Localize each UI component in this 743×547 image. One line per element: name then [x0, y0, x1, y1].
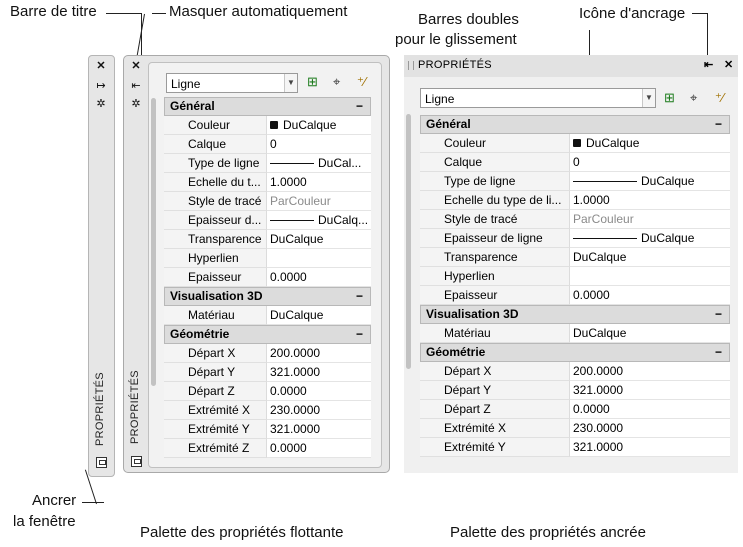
property-row[interactable]: [164, 192, 371, 211]
property-label: Départ X: [164, 344, 267, 363]
property-label: Hyperlien: [164, 249, 267, 268]
property-value-cell[interactable]: [570, 210, 730, 229]
property-row[interactable]: [164, 173, 371, 192]
property-row[interactable]: [164, 382, 371, 401]
section-title: Visualisation 3D: [426, 307, 519, 321]
property-value: 230.0000: [573, 421, 624, 435]
callout-title-bar: Barre de titre: [10, 3, 97, 20]
property-row[interactable]: [420, 134, 730, 153]
property-row[interactable]: [420, 172, 730, 191]
property-value-cell[interactable]: [570, 248, 730, 267]
linetype-preview: [270, 163, 314, 164]
property-label: Extrémité X: [420, 419, 570, 438]
linetype-preview: [573, 238, 637, 239]
property-label: Calque: [164, 135, 267, 154]
docked-palette-title: PROPRIÉTÉS: [418, 59, 492, 71]
property-value: DuCalque: [573, 326, 627, 340]
leader-anchor-icon: [692, 13, 708, 14]
collapse-icon[interactable]: −: [355, 327, 363, 341]
docked-property-grid: [420, 115, 730, 457]
object-type-value: Ligne: [425, 92, 455, 106]
property-value-cell[interactable]: [267, 439, 371, 458]
property-value-cell[interactable]: [570, 153, 730, 172]
section-title: Géométrie: [170, 327, 230, 341]
grip-bars[interactable]: [408, 61, 414, 70]
property-value: DuCal...: [318, 156, 362, 170]
property-value: 321.0000: [270, 422, 321, 436]
property-value-cell[interactable]: [267, 268, 371, 287]
property-value-cell[interactable]: [267, 363, 371, 382]
property-value: 0: [270, 137, 277, 151]
property-row[interactable]: [420, 362, 730, 381]
object-type-select[interactable]: [166, 73, 298, 93]
property-label: Départ Z: [420, 400, 570, 419]
property-value: 321.0000: [270, 365, 321, 379]
property-row[interactable]: [164, 420, 371, 439]
property-value: 321.0000: [573, 383, 624, 397]
property-row[interactable]: [164, 306, 371, 325]
section-title: Général: [426, 117, 471, 131]
property-value-cell[interactable]: [267, 116, 371, 135]
property-value: DuCalque: [573, 250, 627, 264]
leader-auto-hide: [152, 13, 166, 14]
property-value-cell[interactable]: [570, 362, 730, 381]
property-row[interactable]: [164, 439, 371, 458]
property-label: Transparence: [164, 230, 267, 249]
property-value: 0: [573, 155, 580, 169]
close-icon[interactable]: ✕: [724, 59, 734, 71]
property-label: Calque: [420, 153, 570, 172]
section-title: Géométrie: [426, 345, 486, 359]
callout-anchor-window-1: Ancrer: [32, 492, 77, 509]
property-label: Extrémité Y: [420, 438, 570, 457]
property-value: DuCalque: [283, 118, 337, 132]
property-label: Epaisseur: [164, 268, 267, 287]
section-header[interactable]: [164, 97, 371, 116]
property-value-cell[interactable]: [267, 344, 371, 363]
property-value-cell[interactable]: [267, 249, 371, 268]
property-value-cell[interactable]: [267, 401, 371, 420]
property-row[interactable]: [164, 344, 371, 363]
leader-title-bar: [106, 13, 142, 14]
property-label: Extrémité X: [164, 401, 267, 420]
collapse-icon[interactable]: −: [714, 307, 722, 321]
dock-window-icon[interactable]: [96, 457, 107, 468]
callout-anchor-window-2: la fenêtre: [13, 513, 76, 530]
property-value: 0.0000: [270, 270, 307, 284]
collapse-icon[interactable]: −: [714, 117, 722, 131]
property-row[interactable]: [164, 268, 371, 287]
property-row[interactable]: [164, 401, 371, 420]
section-header[interactable]: [420, 115, 730, 134]
collapse-icon[interactable]: −: [355, 99, 363, 113]
property-label: Epaisseur: [420, 286, 570, 305]
pickadd-toggle-icon[interactable]: ⁺⁄: [715, 90, 725, 105]
auto-hide-icon[interactable]: ↦: [96, 80, 106, 92]
auto-hide-icon[interactable]: ⇤: [131, 80, 141, 92]
property-value-cell[interactable]: [570, 400, 730, 419]
section-header[interactable]: [420, 305, 730, 324]
property-value-cell[interactable]: [267, 173, 371, 192]
property-row[interactable]: [420, 419, 730, 438]
property-label: Type de ligne: [164, 154, 267, 173]
property-label: Extrémité Z: [164, 439, 267, 458]
property-label: Départ Y: [164, 363, 267, 382]
dock-window-icon[interactable]: [131, 456, 142, 467]
section-title: Visualisation 3D: [170, 289, 263, 303]
color-swatch: [573, 139, 581, 147]
property-value: 321.0000: [573, 440, 624, 454]
property-value-cell[interactable]: [570, 438, 730, 457]
property-value-cell[interactable]: [570, 381, 730, 400]
property-row[interactable]: [420, 248, 730, 267]
property-label: Echelle du type de li...: [420, 191, 570, 210]
property-label: Style de tracé: [164, 192, 267, 211]
quick-select-icon[interactable]: ⊞: [664, 90, 675, 105]
property-label: Epaisseur de ligne: [420, 229, 570, 248]
property-row[interactable]: [164, 135, 371, 154]
property-value: 200.0000: [573, 364, 624, 378]
property-row[interactable]: [420, 286, 730, 305]
property-value: ParCouleur: [270, 194, 331, 208]
property-label: Type de ligne: [420, 172, 570, 191]
caption-floating: Palette des propriétés flottante: [140, 524, 344, 541]
property-value: 0.0000: [573, 288, 610, 302]
property-row[interactable]: [420, 267, 730, 286]
property-label: Couleur: [164, 116, 267, 135]
section-header[interactable]: [164, 325, 371, 344]
property-row[interactable]: [164, 116, 371, 135]
leader-anchor-window: [82, 502, 104, 503]
property-value-cell[interactable]: [570, 324, 730, 343]
property-value-cell[interactable]: [570, 191, 730, 210]
property-value: DuCalque: [641, 231, 695, 245]
property-label: Transparence: [420, 248, 570, 267]
leader-grip-bars: [589, 30, 590, 56]
property-row[interactable]: [164, 230, 371, 249]
property-row[interactable]: [420, 153, 730, 172]
settings-icon[interactable]: ✲: [131, 98, 141, 110]
chevron-down-icon[interactable]: ▼: [284, 74, 297, 92]
section-header[interactable]: [420, 343, 730, 362]
linetype-preview: [270, 220, 314, 221]
property-value-cell[interactable]: [570, 419, 730, 438]
property-value-cell[interactable]: [570, 134, 730, 153]
property-value-cell[interactable]: [570, 229, 730, 248]
property-row[interactable]: [164, 211, 371, 230]
floating-property-grid: [164, 97, 371, 458]
property-row[interactable]: [164, 363, 371, 382]
property-value-cell[interactable]: [267, 230, 371, 249]
property-value: DuCalque: [586, 136, 640, 150]
property-value: 0.0000: [270, 441, 307, 455]
property-value-cell[interactable]: [570, 286, 730, 305]
object-type-value: Ligne: [171, 77, 201, 91]
quick-select-icon[interactable]: ⊞: [307, 74, 318, 89]
collapsed-palette-title: PROPRIÉTÉS: [94, 372, 106, 446]
property-value: DuCalque: [270, 308, 324, 322]
collapsed-palette[interactable]: [88, 55, 115, 477]
property-label: Couleur: [420, 134, 570, 153]
property-value-cell[interactable]: [570, 267, 730, 286]
property-value: DuCalque: [641, 174, 695, 188]
property-row[interactable]: [420, 210, 730, 229]
property-label: Matériau: [164, 306, 267, 325]
property-label: Départ X: [420, 362, 570, 381]
section-header[interactable]: [164, 287, 371, 306]
property-label: Style de tracé: [420, 210, 570, 229]
property-label: Epaisseur d...: [164, 211, 267, 230]
floating-scrollbar[interactable]: [151, 98, 156, 386]
property-value-cell[interactable]: [267, 306, 371, 325]
property-label: Extrémité Y: [164, 420, 267, 439]
callout-grip-bars-1: Barres doubles: [418, 11, 519, 28]
close-icon[interactable]: ✕: [131, 60, 141, 72]
property-value-cell[interactable]: [267, 192, 371, 211]
select-objects-icon[interactable]: ⌖: [333, 74, 341, 89]
select-objects-icon[interactable]: ⌖: [690, 90, 698, 105]
docked-palette-titlebar[interactable]: [404, 55, 738, 78]
collapse-icon[interactable]: −: [355, 289, 363, 303]
property-row[interactable]: [420, 381, 730, 400]
property-label: Echelle du t...: [164, 173, 267, 192]
property-value: 230.0000: [270, 403, 321, 417]
property-value: 0.0000: [573, 402, 610, 416]
property-row[interactable]: [420, 438, 730, 457]
property-value-cell[interactable]: [570, 172, 730, 191]
pickadd-toggle-icon[interactable]: ⁺⁄: [357, 74, 367, 89]
docked-scrollbar[interactable]: [406, 114, 411, 369]
caption-docked: Palette des propriétés ancrée: [450, 524, 646, 541]
settings-icon[interactable]: ✲: [96, 98, 106, 110]
callout-anchor-icon: Icône d'ancrage: [579, 5, 686, 22]
property-row[interactable]: [164, 249, 371, 268]
property-value: ParCouleur: [573, 212, 634, 226]
property-value-cell[interactable]: [267, 135, 371, 154]
property-label: Hyperlien: [420, 267, 570, 286]
property-label: Matériau: [420, 324, 570, 343]
property-value-cell[interactable]: [267, 420, 371, 439]
property-row[interactable]: [420, 229, 730, 248]
object-type-select[interactable]: [420, 88, 656, 108]
property-row[interactable]: [164, 154, 371, 173]
property-label: Départ Z: [164, 382, 267, 401]
callout-grip-bars-2: pour le glissement: [395, 31, 517, 48]
property-value: 1.0000: [270, 175, 307, 189]
color-swatch: [270, 121, 278, 129]
property-value: DuCalque: [270, 232, 324, 246]
property-value: DuCalq...: [318, 213, 369, 227]
property-value: 1.0000: [573, 193, 610, 207]
property-row[interactable]: [420, 324, 730, 343]
property-value-cell[interactable]: [267, 211, 371, 230]
collapse-icon[interactable]: −: [714, 345, 722, 359]
property-value-cell[interactable]: [267, 154, 371, 173]
property-label: Départ Y: [420, 381, 570, 400]
callout-auto-hide: Masquer automatiquement: [169, 3, 348, 20]
floating-palette-title: PROPRIÉTÉS: [129, 370, 141, 444]
anchor-icon[interactable]: ⇤: [704, 59, 714, 71]
section-title: Général: [170, 99, 215, 113]
close-icon[interactable]: ✕: [96, 60, 106, 72]
property-value: 200.0000: [270, 346, 321, 360]
property-value-cell[interactable]: [267, 382, 371, 401]
chevron-down-icon[interactable]: ▼: [642, 89, 655, 107]
property-row[interactable]: [420, 400, 730, 419]
linetype-preview: [573, 181, 637, 182]
property-row[interactable]: [420, 191, 730, 210]
property-value: 0.0000: [270, 384, 307, 398]
